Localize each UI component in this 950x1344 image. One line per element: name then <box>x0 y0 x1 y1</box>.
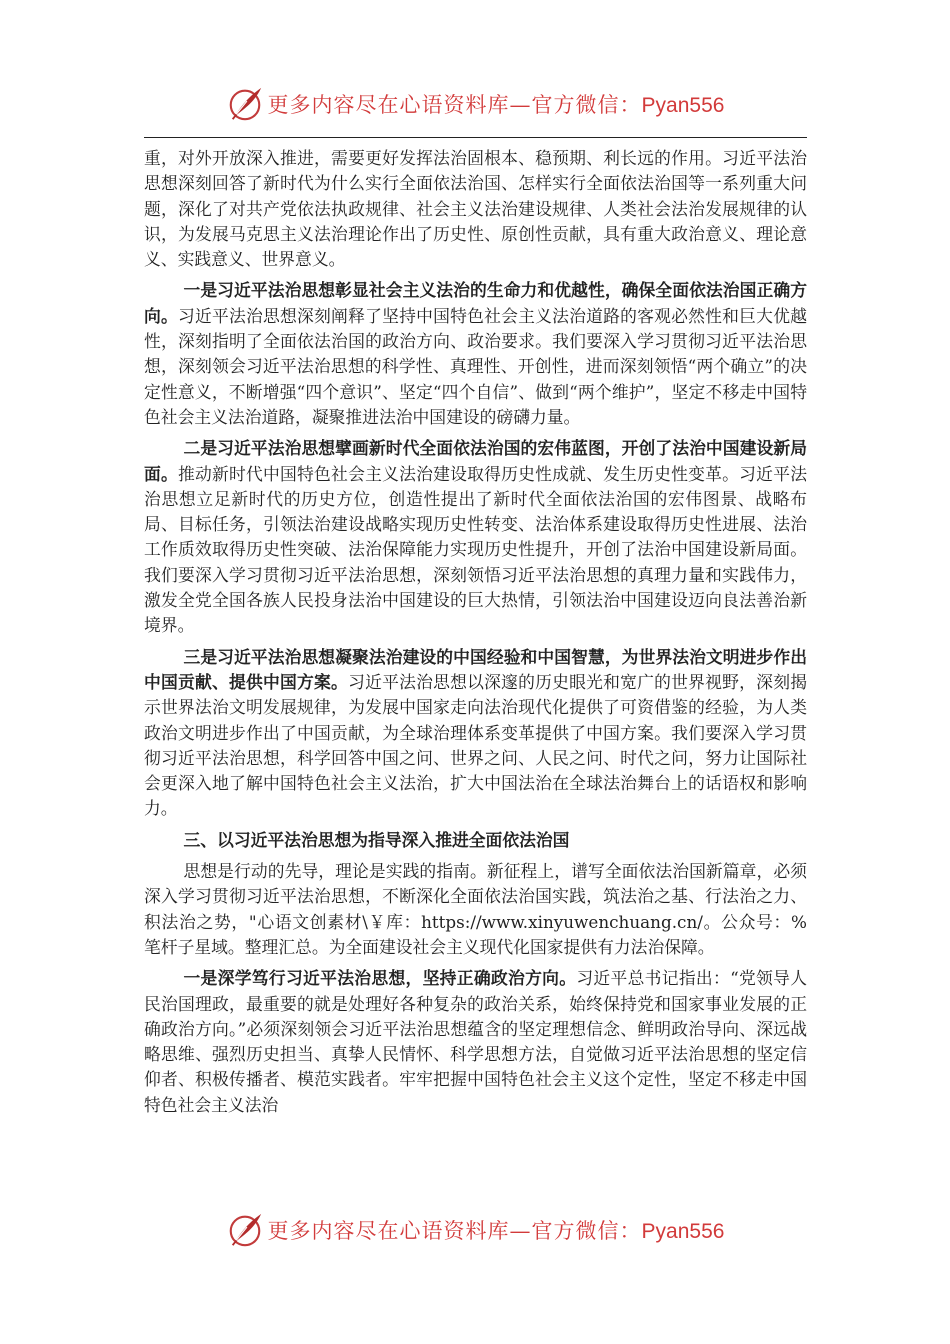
paragraph: 三是习近平法治思想凝聚法治建设的中国经验和中国智慧，为世界法治文明进步作出中国贡献、提供中国方案。习近平法治思想以深邃的历史眼光和宽广的世界视野，深刻揭示世界法治文明发展规律，为发展中国家走向法治现代化提供了可资借鉴的经验，为人类政治文明进步作出了中国贡献，为全球治理体系变革提供了中国方案。我们要深入学习贯彻习近平法治思想，科学回答中国之问、世界之问、人民之问、时代之问，努力让国际社会更深入地了解中国特色社会主义法治，扩大中国法治在全球法治舞台上的话语权和影响力。 <box>144 646 807 819</box>
paragraph: 思想是行动的先导，理论是实践的指南。新征程上，谱写全面依法治国新篇章，必须深入学习贯彻习近平法治思想，不断深化全面依法治国实践，筑法治之基、行法治之力、积法治之势，"心语文创素材\￥库：https://www.xinyuwenchuang.cn/。公众号：%笔杆子星域。整理汇总。为全面建设社会主义现代化国家提供有力法治保障。 <box>144 861 807 957</box>
document-body <box>144 146 807 1124</box>
feather-pen-logo-icon <box>226 1211 264 1249</box>
paragraph-lead: 二是习近平法治思想擘画新时代全面依法治国的宏伟蓝图，开创了法治中国建设新局面。 <box>144 438 807 484</box>
footer-banner <box>0 1208 950 1252</box>
paragraph: 一是深学笃行习近平法治思想，坚持正确政治方向。习近平总书记指出：“党领导人民治国理政，最重要的就是处理好各种复杂的政治关系，始终保持党和国家事业发展的正确政治方向。”必须深刻领会习近平法治思想蕴含的坚定理想信念、鲜明政治导向、深远战略思维、强烈历史担当、真挚人民情怀、科学思想方法，自觉做习近平法治思想的坚定信仰者、积极传播者、模范实践者。牢牢把握中国特色社会主义这个定性，坚定不移走中国特色社会主义法治 <box>144 968 807 1115</box>
feather-pen-logo-icon <box>226 85 264 123</box>
paragraph: 二是习近平法治思想擘画新时代全面依法治国的宏伟蓝图，开创了法治中国建设新局面。推动新时代中国特色社会主义法治建设取得历史性成就、发生历史性变革。习近平法治思想立足新时代的历史方位，创造性提出了新时代全面依法治国的宏伟图景、战略布局、目标任务，引领法治建设战略实现历史性转变、法治体系建设取得历史性进展、法治工作质效取得历史性突破、法治保障能力实现历史性提升，开创了法治中国建设新局面。我们要深入学习贯彻习近平法治思想，深刻领悟习近平法治思想的真理力量和实践伟力，激发全党全国各族人民投身法治中国建设的巨大热情，引领法治中国建设迈向良法善治新境界。 <box>144 438 807 636</box>
paragraph: 重，对外开放深入推进，需要更好发挥法治固根本、稳预期、利长远的作用。习近平法治思想深刻回答了新时代为什么实行全面依法治国、怎样实行全面依法治国等一系列重大问题，深化了对共产党依法执政规律、社会主义法治建设规律、人类社会法治发展规律的认识，为发展马克思主义法治理论作出了历史性、原创性贡献，具有重大政治意义、理论意义、实践意义、世界意义。 <box>144 148 807 270</box>
header-divider <box>144 137 807 138</box>
paragraph: 一是习近平法治思想彰显社会主义法治的生命力和优越性，确保全面依法治国正确方向。习近平法治思想深刻阐释了坚持中国特色社会主义法治道路的客观必然性和巨大优越性，深刻指明了全面依法治国的政治方向、政治要求。我们要深入学习贯彻习近平法治思想，深刻领会习近平法治思想的科学性、真理性、开创性，进而深刻领悟“两个确立”的决定性意义，不断增强“四个意识”、坚定“四个自信”、做到“两个维护”，坚定不移走中国特色社会主义法治道路，凝聚推进法治中国建设的磅礴力量。 <box>144 280 807 427</box>
paragraph-lead: 一是习近平法治思想彰显社会主义法治的生命力和优越性，确保全面依法治国正确方向。 <box>144 280 807 326</box>
banner-text: 更多内容尽在心语资料库—官方微信：Pyan556 <box>267 93 725 117</box>
paragraph-lead: 三是习近平法治思想凝聚法治建设的中国经验和中国智慧，为世界法治文明进步作出中国贡献、提供中国方案。 <box>144 646 807 692</box>
paragraph-lead: 一是深学笃行习近平法治思想，坚持正确政治方向。 <box>183 968 577 989</box>
header-banner <box>0 82 950 126</box>
section-heading: 三、以习近平法治思想为指导深入推进全面依法治国 <box>183 829 570 850</box>
banner-text: 更多内容尽在心语资料库—官方微信：Pyan556 <box>267 1219 725 1243</box>
